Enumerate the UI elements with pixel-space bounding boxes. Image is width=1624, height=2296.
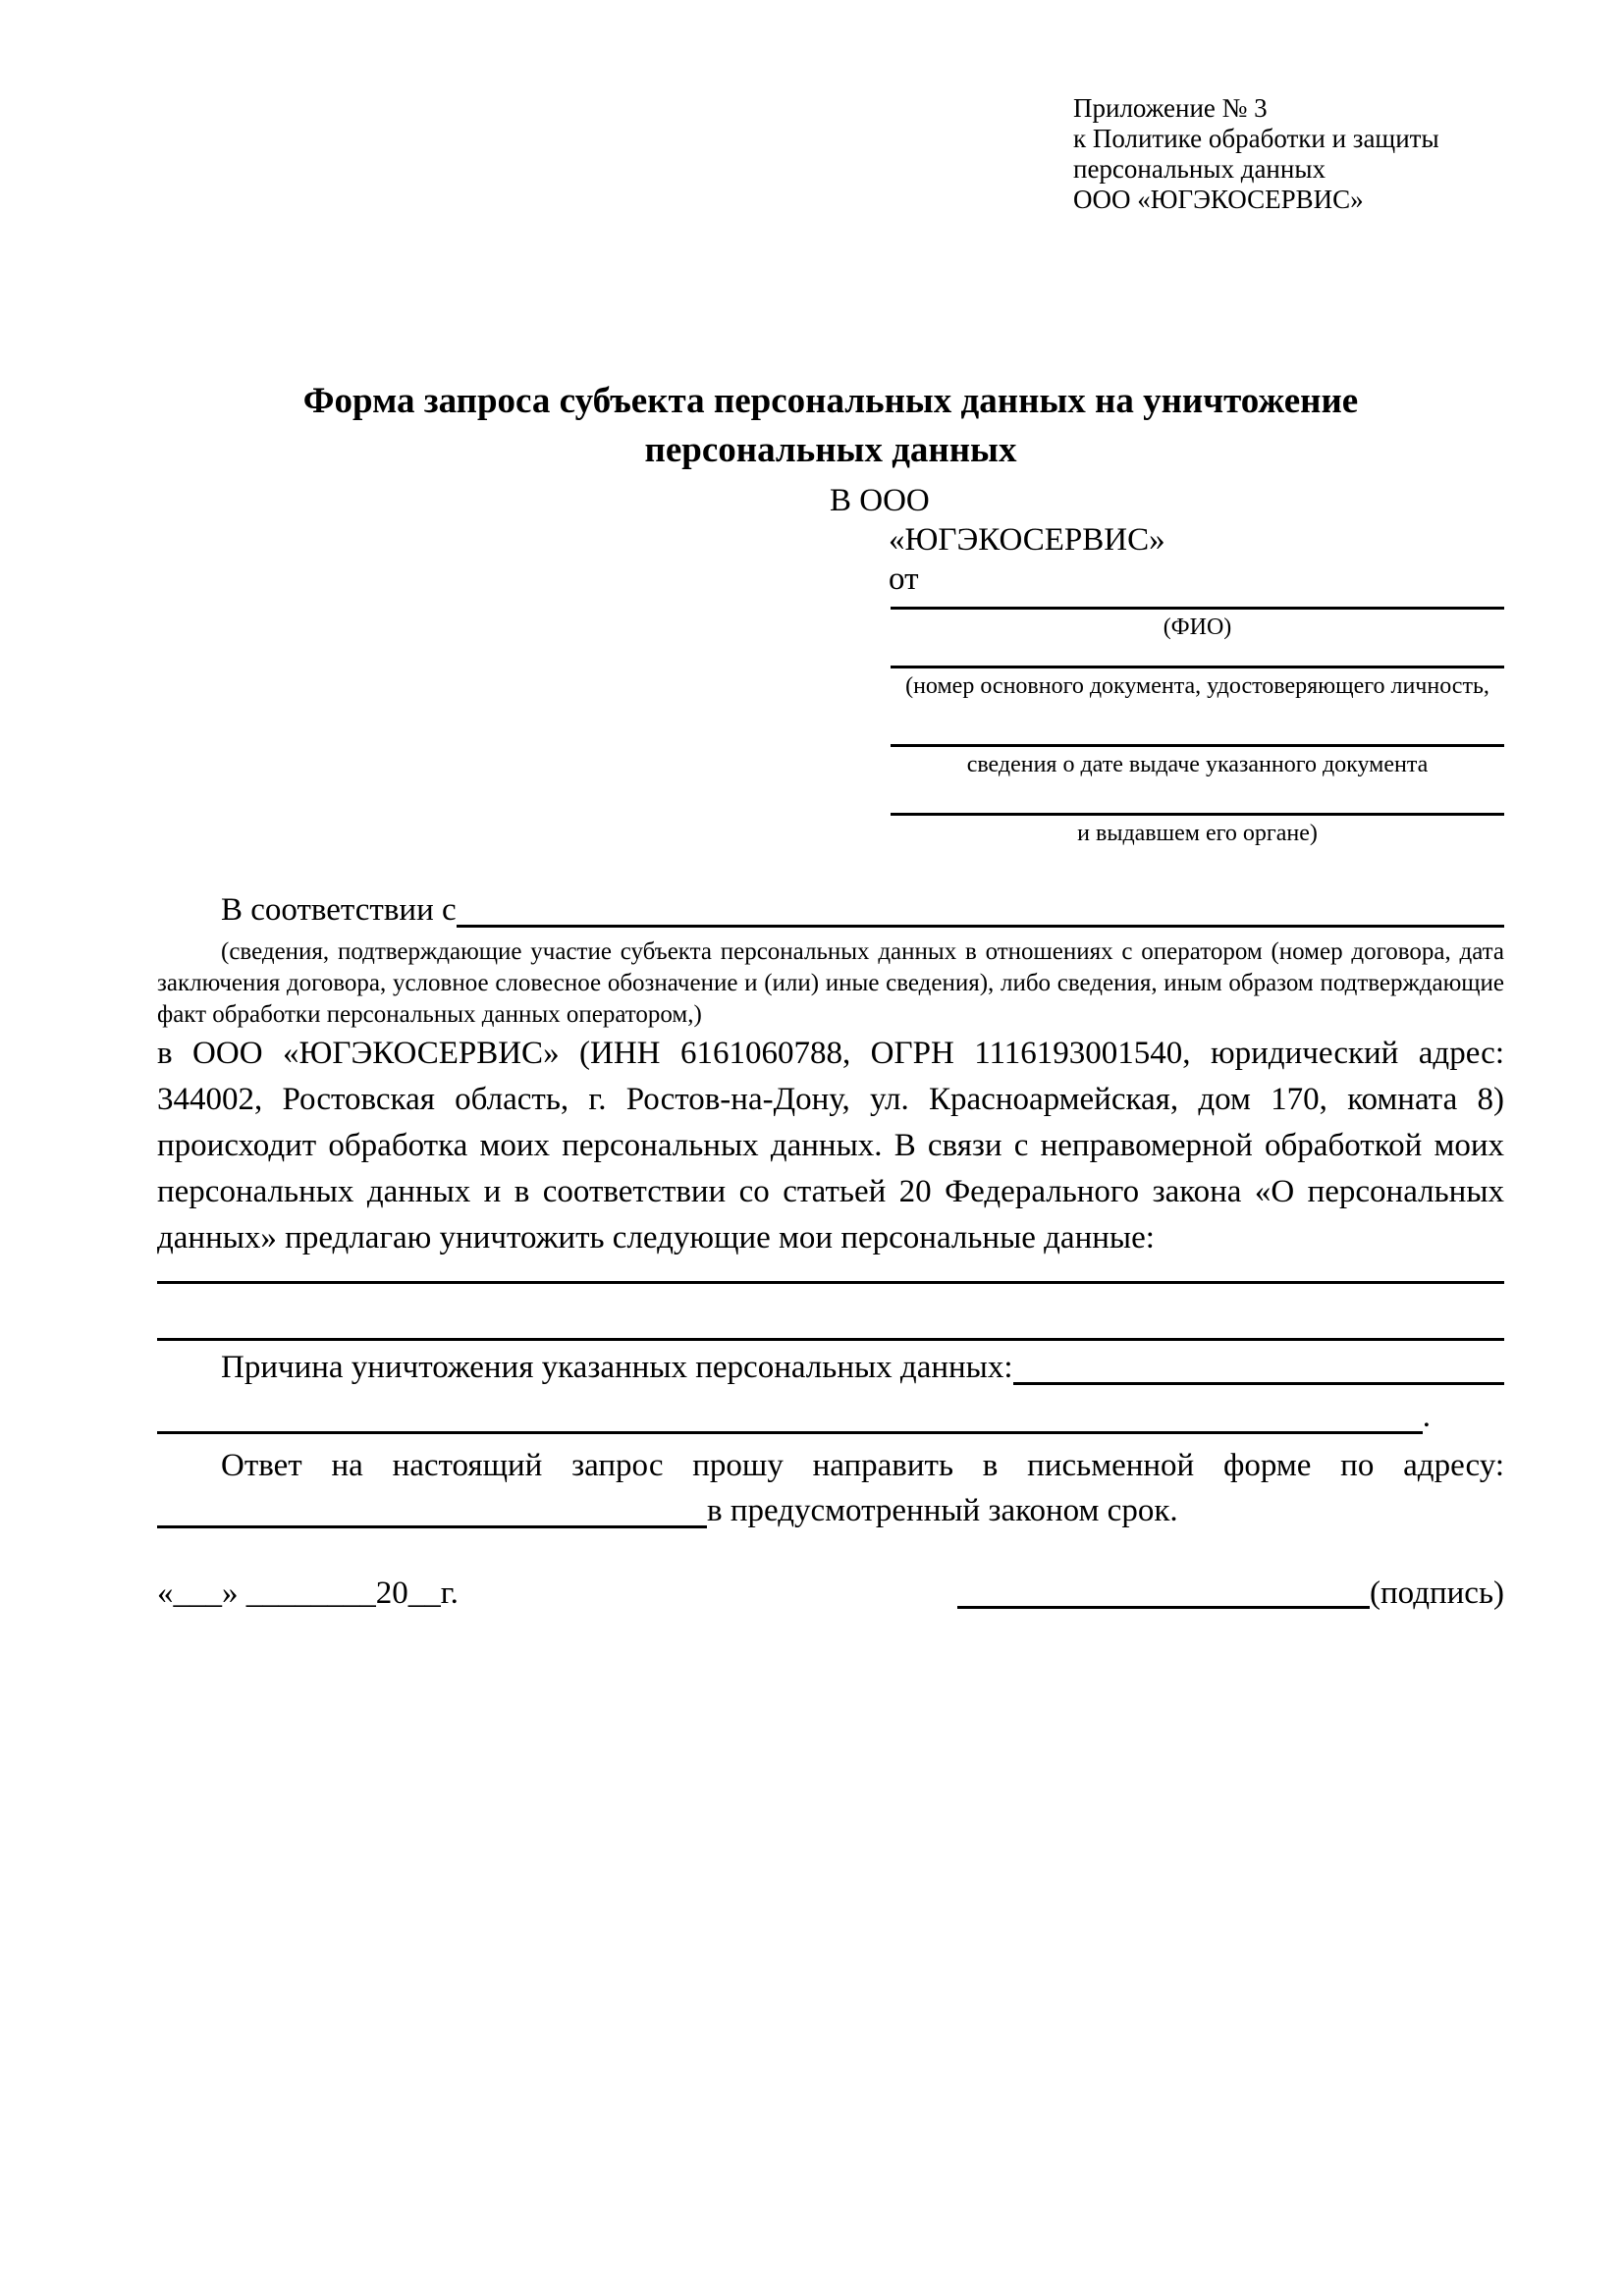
according-to-blank-line[interactable]	[457, 925, 1504, 928]
document-number-caption: (номер основного документа, удостоверяющего личность,	[905, 673, 1489, 699]
addressee-company-name: «ЮГЭКОСЕРВИС»	[889, 522, 1165, 558]
date-signature-row	[157, 1573, 1504, 1614]
reason-blank-line-1[interactable]	[1013, 1382, 1504, 1385]
annex-line-number: Приложение № 3	[1073, 93, 1268, 123]
according-to-row	[157, 887, 1504, 933]
data-to-destroy-blank-line-2[interactable]	[157, 1338, 1504, 1341]
applicant-fields-block	[891, 607, 1504, 848]
date-blank-text[interactable]: «___» ________20__г.	[157, 1575, 459, 1611]
annex-line-policy: к Политике обработки и защиты	[1073, 124, 1439, 153]
issue-date-caption: сведения о дате выдаче указанного документа	[966, 752, 1429, 777]
document-title-line-1: Форма запроса субъекта персональных данных на уничтожение	[302, 381, 1359, 421]
document-title-line-2: персональных данных	[644, 430, 1017, 470]
signature-caption: (подпись)	[1370, 1575, 1504, 1611]
reason-lead: Причина уничтожения указанных персональных данных:	[221, 1350, 1013, 1385]
annex-line-personal-data: персональных данных	[1073, 154, 1326, 184]
annex-line-company: ООО «ЮГЭКОСЕРВИС»	[1073, 185, 1364, 214]
data-to-destroy-blank-line-1[interactable]	[157, 1281, 1504, 1284]
issuing-authority-caption: и выдавшем его органе)	[1077, 821, 1318, 846]
addressee-block	[830, 481, 1504, 599]
reply-address-blank-line[interactable]	[157, 1525, 707, 1528]
reply-tail-text: в предусмотренный законом срок.	[707, 1493, 1178, 1528]
addressee-company-prefix: В ООО	[830, 483, 930, 518]
reason-blank-line-2[interactable]	[157, 1431, 1423, 1434]
main-paragraph: в ООО «ЮГЭКОСЕРВИС» (ИНН 6161060788, ОГРН 1116193001540, юридический адрес: 344002, Ростовская область, г. Ростов-на-Дону, ул. Красноармейская, дом 170, комната 8) происходит обработка моих персональных данных. В связи с неправомерной обработкой моих персональных данных и в соответствии со статьей 20 Федерального закона «О персональных данных» предлагаю уничтожить следующие мои персональные данные:	[157, 1036, 1504, 1255]
reply-paragraph: Ответ на настоящий запрос прошу направить в письменной форме по адресу:	[221, 1448, 1504, 1483]
reason-row	[157, 1345, 1504, 1390]
signature-blank-line[interactable]	[957, 1606, 1370, 1609]
reason-period: .	[1422, 1399, 1431, 1434]
fio-caption: (ФИО)	[1163, 614, 1232, 640]
signature-group	[957, 1573, 1504, 1614]
addressee-from-label: от	[889, 561, 919, 597]
reason-continuation-row	[157, 1394, 1504, 1439]
annex-reference-block	[1073, 93, 1504, 215]
according-to-lead: В соответствии с	[221, 892, 457, 928]
reply-address-row	[157, 1488, 1504, 1533]
fine-print-note: (сведения, подтверждающие участие субъекта персональных данных в отношениях с оператором (номер договора, дата заключения договора, условное словесное обозначение и (или) иные сведения), либо сведения, иным образом подтверждающие факт обработки персональных данных оператором,)	[157, 938, 1504, 1028]
document-title	[157, 377, 1504, 475]
